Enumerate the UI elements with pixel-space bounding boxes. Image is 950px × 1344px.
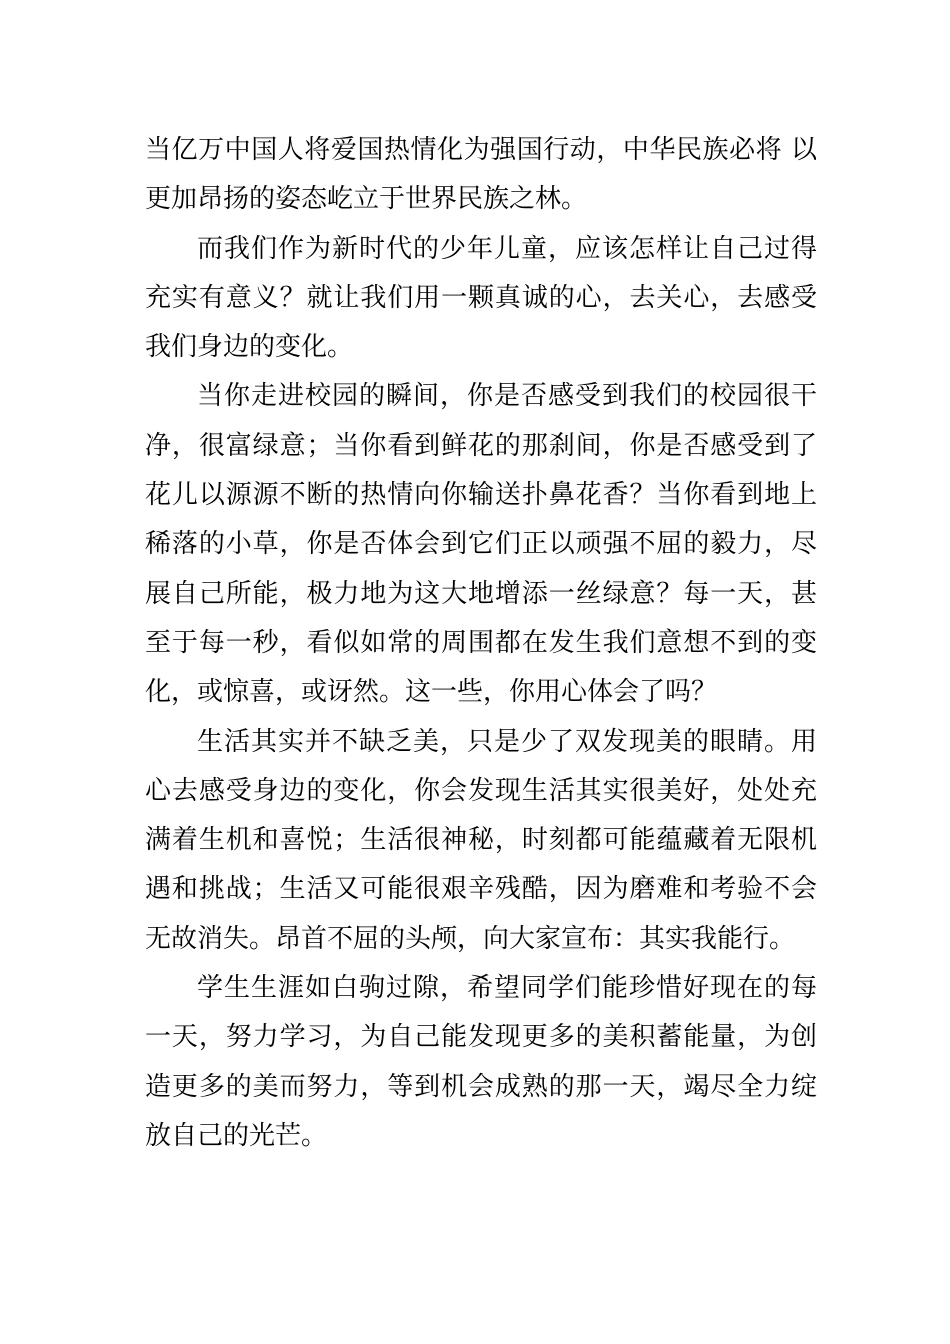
paragraph-5: 学生生涯如白驹过隙，希望同学们能珍惜好现在的每一天，努力学习，为自己能发现更多的美积蓄能量，为创造更多的美而努力，等到机会成熟的那一天，竭尽全力绽放自己的光芒。 — [145, 973, 817, 1151]
document-body — [145, 126, 817, 1161]
paragraph-3: 当你走进校园的瞬间，你是否感受到我们的校园很干净，很富绿意；当你看到鲜花的那刹间，你是否感受到了花儿以源源不断的热情向你输送扑鼻花香？当你看到地上稀落的小草，你是否体会到它们正以顽强不屈的毅力，尽展自己所能，极力地为这大地增添一丝绿意？每一天，甚至于每一秒，看似如常的周围都在发生我们意想不到的变化，或惊喜，或讶然。这一些，你用心体会了吗？ — [145, 381, 817, 708]
paragraph-4: 生活其实并不缺乏美，只是少了双发现美的眼睛。用心去感受身边的变化，你会发现生活其实很美好，处处充满着生机和喜悦；生活很神秘，时刻都可能蕴藏着无限机遇和挑战；生活又可能很艰辛残酷，因为磨难和考验不会无故消失。昂首不屈的头颅，向大家宣布：其实我能行。 — [145, 726, 817, 954]
paragraph-1: 当亿万中国人将爱国热情化为强国行动，中华民族必将 以更加昂扬的姿态屹立于世界民族之林。 — [145, 135, 817, 215]
paragraph-2: 而我们作为新时代的少年儿童，应该怎样让自己过得充实有意义？就让我们用一颗真诚的心，去关心，去感受我们身边的变化。 — [145, 233, 817, 363]
